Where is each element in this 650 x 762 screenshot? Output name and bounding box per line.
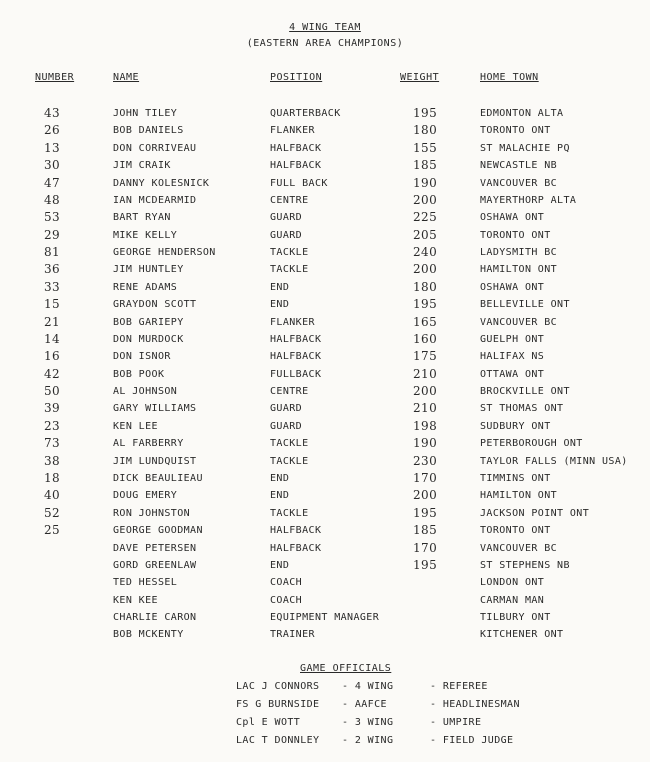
official-name: LAC T DONNLEY (236, 735, 320, 746)
officials-title: GAME OFFICIALS (300, 663, 392, 674)
player-position: END (270, 490, 290, 502)
player-weight: 190 (413, 175, 438, 190)
player-position: CENTRE (270, 194, 309, 206)
table-row (0, 629, 650, 646)
player-hometown: PETERBOROUGH ONT (480, 438, 583, 450)
player-number: 42 (44, 366, 61, 381)
table-row (0, 490, 650, 507)
player-position: GUARD (270, 212, 303, 224)
player-name: BOB GARIEPY (113, 316, 184, 328)
player-name: BOB POOK (113, 368, 165, 380)
table-row (0, 140, 650, 160)
player-hometown: TORONTO ONT (480, 525, 551, 537)
player-position: TACKLE (270, 247, 309, 259)
player-weight: 160 (413, 331, 438, 346)
player-number: 53 (44, 210, 61, 225)
official-unit: - 4 WING (342, 681, 394, 692)
table-row (0, 557, 650, 577)
player-position: FULLBACK (270, 368, 322, 380)
player-weight: 195 (413, 557, 438, 572)
official-role: - REFEREE (430, 681, 488, 692)
player-hometown: TORONTO ONT (480, 125, 551, 137)
player-hometown: EDMONTON ALTA (480, 108, 564, 119)
player-number: 23 (44, 418, 61, 433)
table-row (0, 453, 650, 473)
table-row (0, 505, 650, 525)
player-hometown: VANCOUVER BC (480, 542, 558, 554)
player-weight: 170 (413, 540, 438, 555)
player-number: 15 (44, 297, 61, 312)
player-weight: 200 (413, 384, 438, 399)
official-row (0, 735, 650, 752)
player-name: BOB MCKENTY (113, 629, 184, 641)
official-name: LAC J CONNORS (236, 681, 320, 692)
player-hometown: ST THOMAS ONT (480, 403, 564, 415)
official-name: Cpl E WOTT (236, 717, 301, 728)
table-row (0, 366, 650, 386)
player-position: END (270, 472, 290, 484)
table-row (0, 314, 650, 334)
table-row (0, 386, 650, 403)
player-name: JIM CRAIK (113, 160, 171, 172)
table-row (0, 331, 650, 351)
header-number: NUMBER (35, 72, 75, 83)
player-hometown: TIMMINS ONT (480, 472, 551, 484)
player-name: BOB DANIELS (113, 125, 184, 137)
table-row (0, 403, 650, 420)
player-position: COACH (270, 577, 303, 589)
player-name: KEN KEE (113, 594, 158, 606)
player-hometown: LADYSMITH BC (480, 247, 558, 259)
player-number: 40 (44, 488, 61, 503)
player-name: CHARLIE CARON (113, 612, 197, 624)
player-position: COACH (270, 594, 303, 606)
player-position: END (270, 299, 290, 311)
player-position: EQUIPMENT MANAGER (270, 612, 380, 624)
player-name: DANNY KOLESNICK (113, 177, 210, 189)
player-position: HALFBACK (270, 351, 322, 363)
player-position: GUARD (270, 420, 303, 432)
player-hometown: OSHAWA ONT (480, 212, 545, 224)
player-name: DOUG EMERY (113, 490, 178, 502)
player-weight: 205 (413, 227, 438, 242)
official-row (0, 681, 650, 698)
player-hometown: HALIFAX NS (480, 351, 545, 363)
player-hometown: VANCOUVER BC (480, 177, 558, 189)
table-row (0, 418, 650, 438)
table-row (0, 577, 650, 594)
player-position: HALFBACK (270, 160, 322, 172)
player-hometown: CARMAN MAN (480, 594, 545, 606)
player-name: AL FARBERRY (113, 438, 184, 450)
official-unit: - 3 WING (342, 717, 394, 728)
player-weight: 195 (413, 505, 438, 520)
player-position: QUARTERBACK (270, 108, 341, 119)
player-weight: 200 (413, 192, 438, 207)
player-position: END (270, 559, 290, 571)
table-row (0, 438, 650, 455)
player-position: TACKLE (270, 438, 309, 450)
player-weight: 240 (413, 245, 438, 260)
player-name: GORD GREENLAW (113, 559, 197, 571)
player-hometown: KITCHENER ONT (480, 629, 564, 641)
player-weight: 155 (413, 140, 438, 155)
player-number: 43 (44, 106, 61, 120)
player-position: TACKLE (270, 264, 309, 276)
player-position: TRAINER (270, 629, 315, 641)
player-position: HALFBACK (270, 142, 322, 154)
player-number: 33 (44, 279, 61, 294)
player-position: HALFBACK (270, 525, 322, 537)
player-hometown: JACKSON POINT ONT (480, 507, 590, 519)
player-number: 48 (44, 192, 61, 207)
header-name: NAME (113, 72, 140, 83)
player-hometown: MAYERTHORP ALTA (480, 194, 577, 206)
official-unit: - 2 WING (342, 735, 394, 746)
player-position: HALFBACK (270, 542, 322, 554)
player-name: DICK BEAULIEAU (113, 472, 203, 484)
player-hometown: BROCKVILLE ONT (480, 386, 570, 398)
table-row (0, 525, 650, 542)
player-weight: 198 (413, 418, 438, 433)
player-weight: 200 (413, 488, 438, 503)
table-row (0, 540, 650, 560)
player-weight: 180 (413, 123, 438, 138)
player-name: GEORGE GOODMAN (113, 525, 203, 537)
player-weight: 230 (413, 453, 438, 468)
player-number: 38 (44, 453, 61, 468)
official-role: - HEADLINESMAN (430, 699, 520, 710)
player-position: GUARD (270, 229, 303, 241)
player-number: 39 (44, 401, 61, 416)
player-name: DON MURDOCK (113, 333, 184, 345)
player-hometown: OSHAWA ONT (480, 281, 545, 293)
player-hometown: NEWCASTLE NB (480, 160, 558, 172)
player-hometown: TAYLOR FALLS (MINN USA) (480, 455, 628, 467)
player-name: GARY WILLIAMS (113, 403, 197, 415)
table-row (0, 279, 650, 299)
table-row (0, 108, 650, 125)
official-name: FS G BURNSIDE (236, 699, 320, 710)
player-number: 16 (44, 349, 61, 364)
player-weight: 185 (413, 523, 438, 538)
player-name: GRAYDON SCOTT (113, 299, 197, 311)
header-weight: WEIGHT (400, 72, 440, 83)
player-number: 14 (44, 331, 61, 346)
player-name: IAN MCDEARMID (113, 194, 197, 206)
player-position: HALFBACK (270, 333, 322, 345)
player-number: 29 (44, 227, 61, 242)
table-row (0, 612, 650, 629)
player-weight: 180 (413, 279, 438, 294)
table-row (0, 595, 650, 612)
player-weight: 190 (413, 436, 438, 451)
player-name: DON CORRIVEAU (113, 142, 197, 154)
document-subtitle: (EASTERN AREA CHAMPIONS) (246, 38, 404, 49)
player-hometown: HAMILTON ONT (480, 490, 558, 502)
player-weight: 200 (413, 262, 438, 277)
player-hometown: TORONTO ONT (480, 229, 551, 241)
player-hometown: SUDBURY ONT (480, 420, 551, 432)
player-hometown: TILBURY ONT (480, 612, 551, 624)
player-weight: 185 (413, 158, 438, 173)
player-position: TACKLE (270, 455, 309, 467)
player-hometown: HAMILTON ONT (480, 264, 558, 276)
player-number: 73 (44, 436, 61, 451)
official-unit: - AAFCE (342, 699, 387, 710)
table-row (0, 264, 650, 281)
table-row (0, 175, 650, 195)
player-number: 47 (44, 175, 61, 190)
player-hometown: OTTAWA ONT (480, 368, 545, 380)
player-position: CENTRE (270, 386, 309, 398)
player-weight: 195 (413, 297, 438, 312)
table-row (0, 247, 650, 264)
player-number: 25 (44, 523, 61, 538)
player-name: BART RYAN (113, 212, 171, 224)
player-number: 26 (44, 123, 61, 138)
player-name: MIKE KELLY (113, 229, 178, 241)
document-title (0, 22, 650, 33)
player-number: 52 (44, 505, 61, 520)
player-name: JIM HUNTLEY (113, 264, 184, 276)
player-hometown: VANCOUVER BC (480, 316, 558, 328)
official-role: - UMPIRE (430, 717, 482, 728)
player-number: 50 (44, 384, 61, 399)
player-name: JIM LUNDQUIST (113, 455, 197, 467)
player-number: 30 (44, 158, 61, 173)
player-weight: 195 (413, 106, 438, 120)
table-row (0, 227, 650, 247)
title-text: 4 WING TEAM (289, 22, 361, 33)
player-name: DON ISNOR (113, 351, 171, 363)
header-hometown: HOME TOWN (480, 72, 539, 83)
player-position: FLANKER (270, 316, 315, 328)
player-weight: 210 (413, 366, 438, 381)
player-number: 21 (44, 314, 61, 329)
table-row (0, 351, 650, 368)
player-hometown: GUELPH ONT (480, 333, 545, 345)
official-role: - FIELD JUDGE (430, 735, 514, 746)
player-weight: 175 (413, 349, 438, 364)
table-row (0, 299, 650, 316)
player-weight: 170 (413, 470, 438, 485)
player-number: 81 (44, 245, 61, 260)
player-name: DAVE PETERSEN (113, 542, 197, 554)
player-number: 36 (44, 262, 61, 277)
player-weight: 165 (413, 314, 438, 329)
player-name: TED HESSEL (113, 577, 178, 589)
player-name: RENE ADAMS (113, 281, 178, 293)
table-row (0, 125, 650, 142)
player-number: 18 (44, 470, 61, 485)
player-name: AL JOHNSON (113, 386, 178, 398)
player-weight: 225 (413, 210, 438, 225)
table-row (0, 192, 650, 212)
player-hometown: ST MALACHIE PQ (480, 142, 570, 154)
player-number: 13 (44, 140, 61, 155)
player-hometown: LONDON ONT (480, 577, 545, 589)
player-position: FULL BACK (270, 177, 328, 189)
player-position: TACKLE (270, 507, 309, 519)
player-name: RON JOHNSTON (113, 507, 191, 519)
player-hometown: BELLEVILLE ONT (480, 299, 570, 311)
official-row (0, 699, 650, 716)
player-hometown: ST STEPHENS NB (480, 559, 570, 571)
player-position: END (270, 281, 290, 293)
player-position: GUARD (270, 403, 303, 415)
table-row (0, 212, 650, 229)
player-name: JOHN TILEY (113, 108, 178, 119)
player-name: KEN LEE (113, 420, 158, 432)
player-position: FLANKER (270, 125, 315, 137)
table-row (0, 160, 650, 177)
official-row (0, 717, 650, 734)
player-weight: 210 (413, 401, 438, 416)
header-position: POSITION (270, 72, 323, 83)
player-name: GEORGE HENDERSON (113, 247, 216, 259)
table-row (0, 470, 650, 490)
